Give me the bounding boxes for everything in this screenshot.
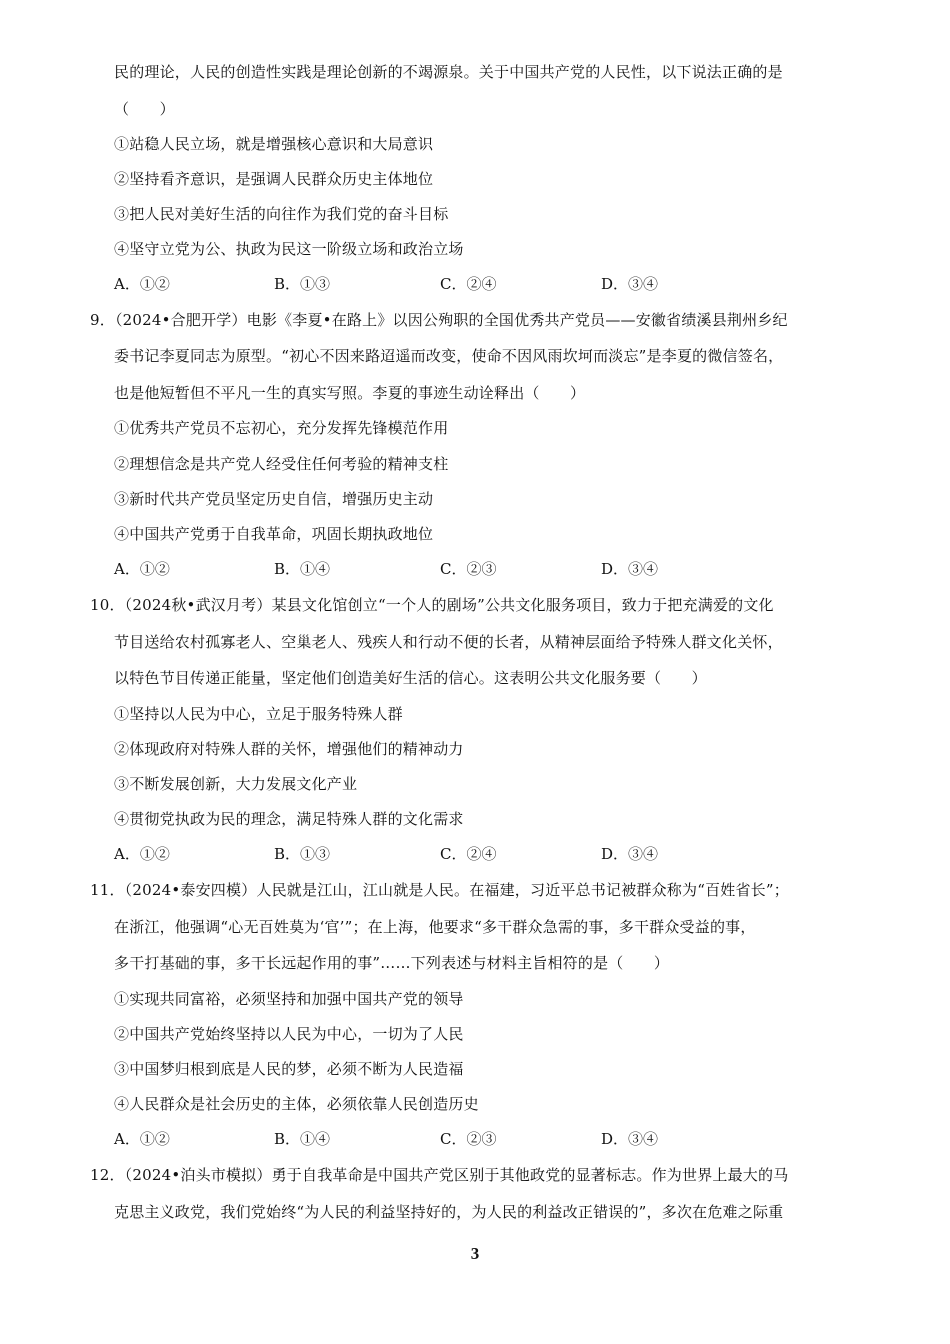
q10-statement-3: ③不断发展创新，大力发展文化产业 [114, 775, 358, 793]
q8-statement-2: ②坚持看齐意识，是强调人民群众历史主体地位 [114, 170, 434, 188]
q11-option-c: C．②③ [440, 1130, 497, 1148]
q11-text-line-2: 在浙江，他强调“心无百姓莫为‘官’”；在上海，他要求“多干群众急需的事，多干群众受益的事， [114, 918, 756, 936]
q11-options [114, 1129, 814, 1149]
q8-option-c: C．②④ [440, 275, 497, 293]
q9-text-line-2: 委书记李夏同志为原型。“初心不因来路迢遥而改变，使命不因风雨坎坷而淡忘”是李夏的微信签名， [114, 347, 784, 365]
q10-option-c: C．②④ [440, 845, 497, 863]
q10-options [114, 844, 814, 864]
q12-text-line-1: 12．（2024•泊头市模拟）勇于自我革命是中国共产党区别于其他政党的显著标志。作为世界上最大的马 [90, 1166, 789, 1184]
q10-option-b: B．①③ [274, 845, 331, 863]
q11-statement-2: ②中国共产党始终坚持以人民为中心，一切为了人民 [114, 1025, 464, 1043]
q9-option-b: B．①④ [274, 560, 331, 578]
q9-options [114, 559, 814, 579]
q8-statement-3: ③把人民对美好生活的向往作为我们党的奋斗目标 [114, 205, 449, 223]
q8-statement-1: ①站稳人民立场，就是增强核心意识和大局意识 [114, 135, 434, 153]
q10-option-d: D．③④ [601, 845, 659, 863]
q9-statement-3: ③新时代共产党员坚定历史自信，增强历史主动 [114, 490, 434, 508]
q8-text-line-2: （ ） [114, 100, 175, 118]
q9-statement-2: ②理想信念是共产党人经受住任何考验的精神支柱 [114, 455, 449, 473]
q9-statement-1: ①优秀共产党员不忘初心，充分发挥先锋模范作用 [114, 419, 449, 437]
q9-text-line-1: 9．（2024•合肥开学）电影《李夏•在路上》以因公殉职的全国优秀共产党员——安徽省绩溪县荆州乡纪 [90, 311, 788, 329]
q8-text-line-1: 民的理论，人民的创造性实践是理论创新的不竭源泉。关于中国共产党的人民性，以下说法正确的是 [114, 63, 783, 81]
q8-option-d: D．③④ [601, 275, 659, 293]
q11-option-a: A．①② [114, 1130, 170, 1148]
q11-text-line-1: 11．（2024•泰安四模）人民就是江山，江山就是人民。在福建，习近平总书记被群众称为“百姓省长”； [90, 881, 789, 899]
q9-option-a: A．①② [114, 560, 170, 578]
q10-text-line-2: 节目送给农村孤寡老人、空巢老人、残疾人和行动不便的长者，从精神层面给予特殊人群文化关怀， [114, 633, 783, 651]
q10-statement-1: ①坚持以人民为中心，立足于服务特殊人群 [114, 705, 403, 723]
q10-option-a: A．①② [114, 845, 170, 863]
q8-options [114, 274, 814, 294]
q11-statement-3: ③中国梦归根到底是人民的梦，必须不断为人民造福 [114, 1060, 464, 1078]
q9-option-c: C．②③ [440, 560, 497, 578]
q10-statement-4: ④贯彻党执政为民的理念，满足特殊人群的文化需求 [114, 810, 464, 828]
q11-text-line-3: 多干打基础的事，多干长远起作用的事”……下列表述与材料主旨相符的是（ ） [114, 954, 670, 972]
q9-option-d: D．③④ [601, 560, 659, 578]
page-number: 3 [470, 1244, 480, 1263]
q12-text-line-2: 克思主义政党，我们党始终“为人民的利益坚持好的，为人民的利益改正错误的”，多次在危难之际重 [114, 1203, 784, 1221]
q9-statement-4: ④中国共产党勇于自我革命，巩固长期执政地位 [114, 525, 434, 543]
q10-text-line-1: 10．（2024秋•武汉月考）某县文化馆创立“一个人的剧场”公共文化服务项目，致力于把充满爱的文化 [90, 596, 774, 614]
q11-statement-4: ④人民群众是社会历史的主体，必须依靠人民创造历史 [114, 1095, 479, 1113]
q8-option-b: B．①③ [274, 275, 331, 293]
q10-statement-2: ②体现政府对特殊人群的关怀，增强他们的精神动力 [114, 740, 464, 758]
q8-statement-4: ④坚守立党为公、执政为民这一阶级立场和政治立场 [114, 240, 464, 258]
q10-text-line-3: 以特色节目传递正能量，坚定他们创造美好生活的信心。这表明公共文化服务要（ ） [114, 669, 707, 687]
q8-option-a: A．①② [114, 275, 170, 293]
q11-statement-1: ①实现共同富裕，必须坚持和加强中国共产党的领导 [114, 990, 464, 1008]
q11-option-d: D．③④ [601, 1130, 659, 1148]
q11-option-b: B．①④ [274, 1130, 331, 1148]
q9-text-line-3: 也是他短暂但不平凡一生的真实写照。李夏的事迹生动诠释出（ ） [114, 384, 586, 402]
